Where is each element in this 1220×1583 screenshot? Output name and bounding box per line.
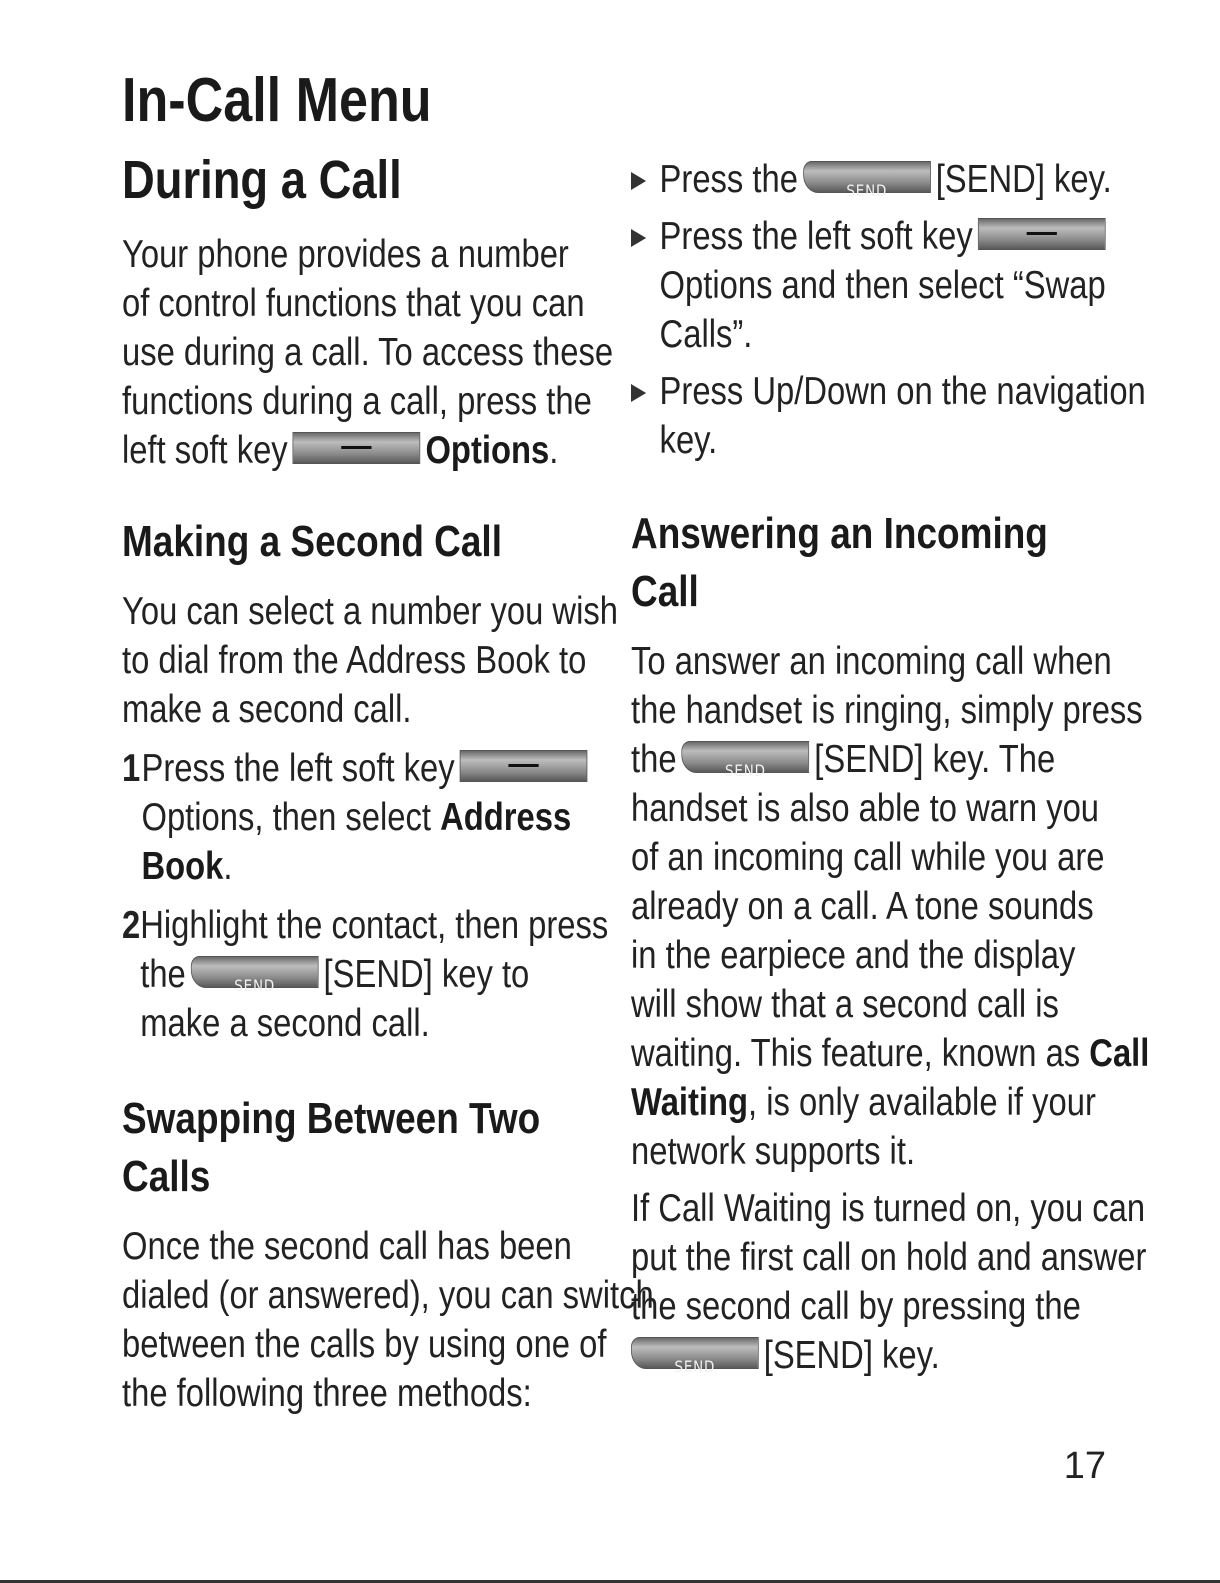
left-soft-key-icon xyxy=(293,432,421,464)
right-column xyxy=(631,155,1150,1380)
bold-text: Address xyxy=(440,796,572,839)
answering-paragraph-2 xyxy=(631,1184,1147,1380)
text-line: of control functions that you can xyxy=(122,282,585,325)
text-run: the xyxy=(631,738,677,781)
send-key-label: SEND xyxy=(234,975,276,995)
text-line: handset is also able to warn you xyxy=(631,787,1100,830)
text-line: the handset is ringing, simply press xyxy=(631,689,1143,732)
text-line: Calls”. xyxy=(659,313,753,356)
text-run: left soft key xyxy=(122,429,288,472)
bold-text: Book xyxy=(141,845,224,888)
text-line xyxy=(122,426,592,475)
text-line: functions during a call, press the xyxy=(122,380,592,423)
text-line xyxy=(660,155,1112,204)
section-heading-swapping: Swapping Between Two xyxy=(122,1094,541,1143)
text-run: Options, then select xyxy=(141,796,432,839)
bullet-text xyxy=(660,212,1111,359)
text-line: to dial from the Address Book to xyxy=(122,639,587,682)
bold-text: Call xyxy=(1089,1032,1150,1075)
text-line: network supports it. xyxy=(631,1130,916,1173)
text-line: use during a call. To access these xyxy=(122,331,614,374)
send-key-icon xyxy=(803,161,931,200)
text-run: Press the left soft key xyxy=(659,215,973,258)
send-key-label: SEND xyxy=(725,760,766,780)
text-line: Press Up/Down on the navigation xyxy=(659,370,1146,413)
send-key-label: SEND xyxy=(846,180,888,200)
section-heading-answering: Answering an Incoming xyxy=(631,509,1048,558)
text-line: put the first call on hold and answer xyxy=(631,1236,1147,1279)
list-item xyxy=(122,901,609,1048)
section-heading-swapping-line2: Calls xyxy=(122,1152,211,1201)
send-key-icon xyxy=(191,956,319,995)
left-soft-key-icon xyxy=(978,218,1106,250)
send-key-label: SEND xyxy=(674,1356,716,1376)
text-line: make a second call. xyxy=(140,1002,430,1045)
text-line xyxy=(631,735,1118,784)
text-line xyxy=(660,212,1111,261)
section-heading-making-second-call: Making a Second Call xyxy=(122,517,502,566)
text-line xyxy=(141,842,592,891)
text-line: You can select a number you wish xyxy=(122,590,618,633)
text-run: Press the xyxy=(659,158,798,201)
text-line: in the earpiece and the display xyxy=(631,934,1076,977)
text-line: between the calls by using one of xyxy=(122,1323,607,1366)
triangle-bullet-icon xyxy=(631,229,646,247)
text-line: dialed (or answered), you can switch xyxy=(122,1274,654,1317)
text-run: waiting. This feature, known as xyxy=(631,1032,1081,1075)
list-item xyxy=(631,155,1118,204)
dash-icon xyxy=(1026,232,1056,235)
step-text xyxy=(141,744,592,891)
page-title: In-Call Menu xyxy=(122,66,432,135)
send-key-icon xyxy=(682,741,810,780)
text-line: will show that a second call is xyxy=(631,983,1059,1026)
text-line: of an incoming call while you are xyxy=(631,836,1105,879)
dash-icon xyxy=(341,446,371,449)
left-soft-key-icon xyxy=(460,750,588,782)
send-key-icon xyxy=(631,1337,759,1376)
list-item xyxy=(122,744,592,891)
text-line: already on a call. A tone sounds xyxy=(631,885,1094,928)
text-line xyxy=(141,744,592,793)
text-line: Your phone provides a number xyxy=(122,233,569,276)
options-label: Options xyxy=(425,429,550,472)
text-line: Options and then select “Swap xyxy=(659,264,1106,307)
bullet-text xyxy=(660,155,1112,204)
bold-text: Waiting xyxy=(631,1081,749,1124)
text-line: Once the second call has been xyxy=(122,1225,572,1268)
text-line: key. xyxy=(659,419,718,462)
text-run: , is only available if your xyxy=(748,1081,1096,1124)
text-line xyxy=(631,1029,1150,1078)
section-heading-answering-line2: Call xyxy=(631,567,699,616)
text-line xyxy=(141,793,592,842)
text-line xyxy=(631,1331,1118,1380)
text-run: Press the left soft key xyxy=(141,747,455,790)
bullet-text xyxy=(660,367,1146,465)
text-run: [SEND] key. xyxy=(935,158,1112,201)
step-number: 1 xyxy=(122,747,141,790)
text-run: . xyxy=(549,429,559,472)
section-heading-during-a-call: During a Call xyxy=(122,150,402,210)
step-number: 2 xyxy=(122,904,141,947)
text-run: [SEND] key. The xyxy=(814,738,1056,781)
text-run: [SEND] key. xyxy=(763,1334,940,1377)
text-line xyxy=(631,1078,1118,1127)
text-run: the xyxy=(140,953,186,996)
answering-paragraph-1 xyxy=(631,637,1150,1176)
triangle-bullet-icon xyxy=(631,384,646,402)
text-line: If Call Waiting is turned on, you can xyxy=(631,1187,1146,1230)
dash-icon xyxy=(508,764,538,767)
during-call-paragraph xyxy=(122,230,614,475)
triangle-bullet-icon xyxy=(631,172,646,190)
text-run: [SEND] key to xyxy=(323,953,530,996)
text-line: To answer an incoming call when xyxy=(631,640,1112,683)
list-item xyxy=(631,367,1146,465)
text-line: make a second call. xyxy=(122,688,412,731)
text-line: the following three methods: xyxy=(122,1372,532,1415)
page-number: 17 xyxy=(1063,1445,1106,1487)
text-line: Highlight the contact, then press xyxy=(140,904,609,947)
list-item xyxy=(631,212,1118,359)
step-text xyxy=(140,901,608,1048)
text-run: . xyxy=(223,845,233,888)
left-column xyxy=(122,150,654,1418)
text-line xyxy=(140,950,608,999)
text-line: the second call by pressing the xyxy=(631,1285,1081,1328)
